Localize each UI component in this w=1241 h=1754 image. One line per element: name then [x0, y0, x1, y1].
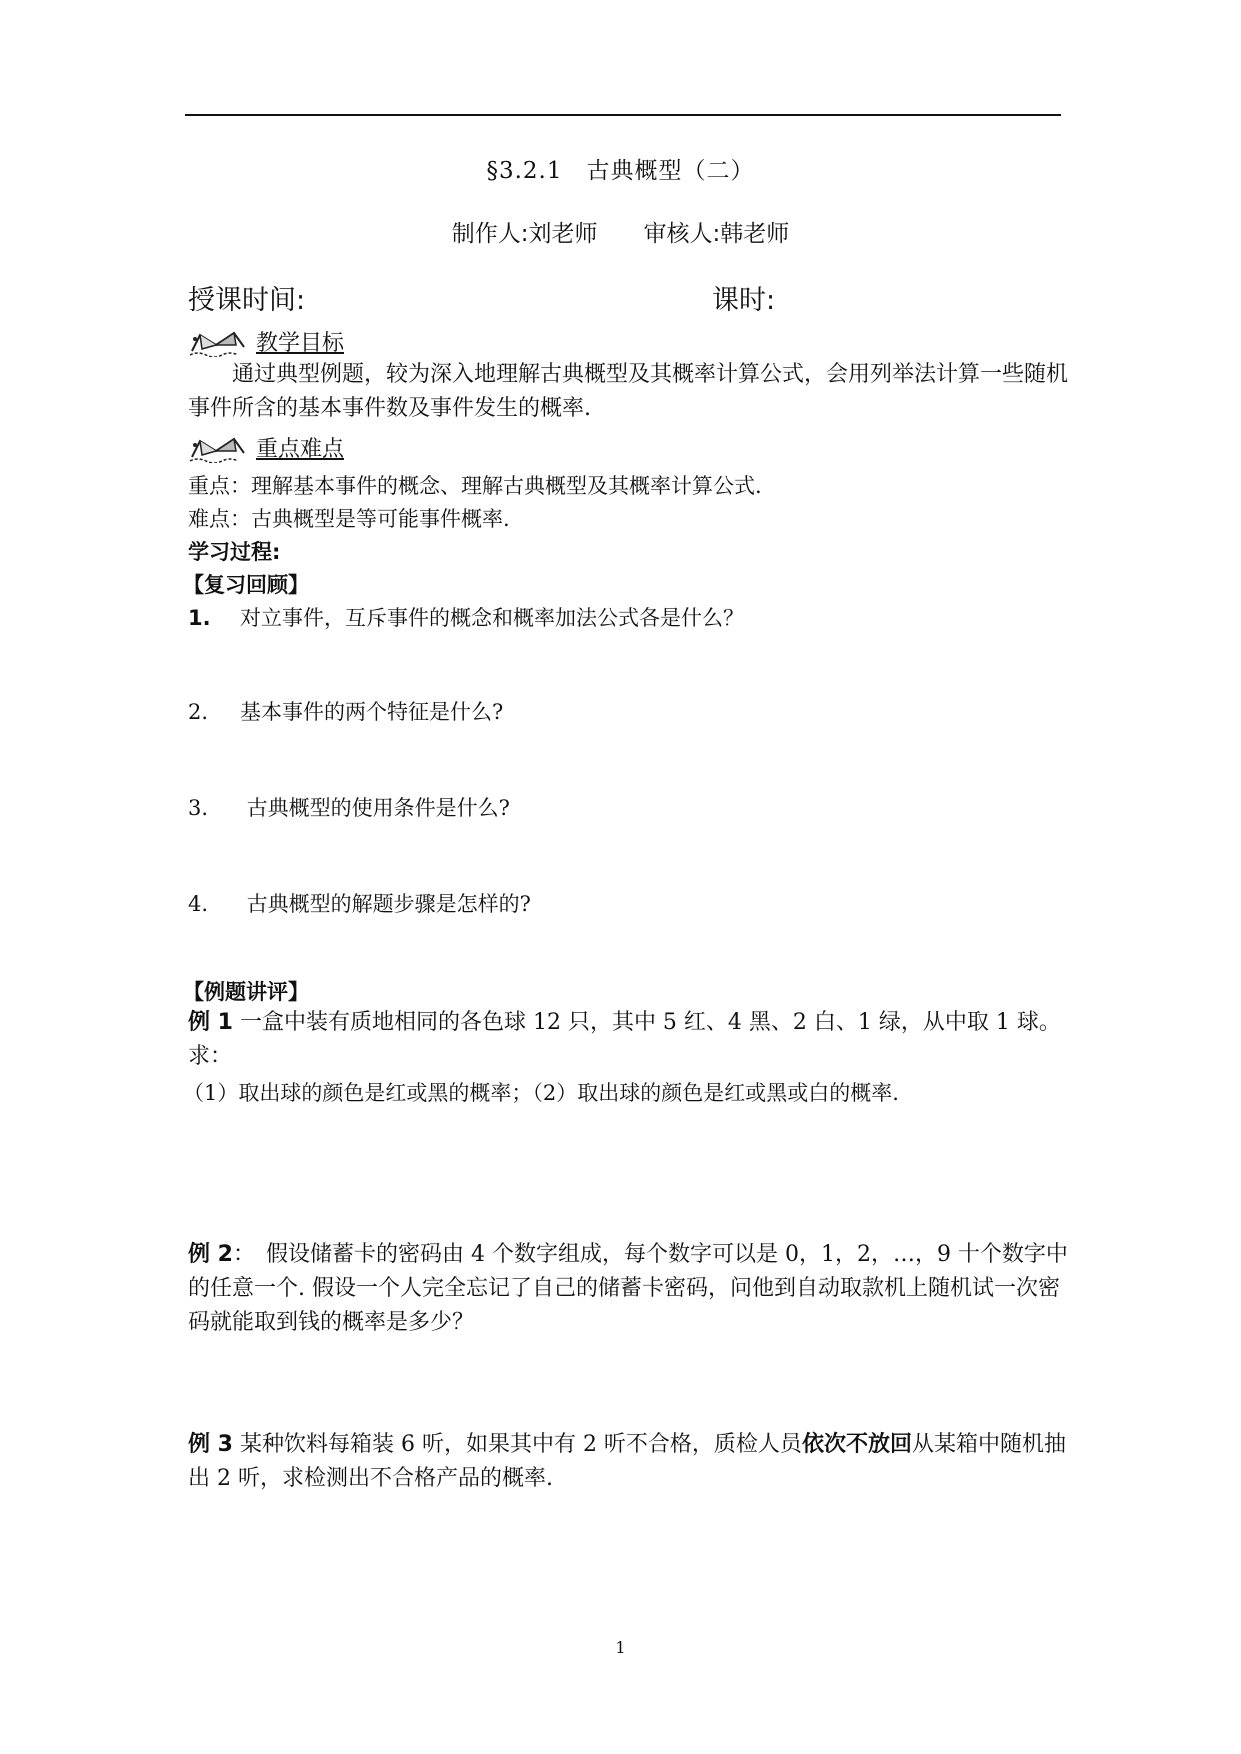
- review-item-text: 基本事件的两个特征是什么?: [240, 700, 504, 724]
- example-3: [188, 1428, 1068, 1496]
- header-rule: [185, 114, 1061, 116]
- review-item-number: 4.: [188, 892, 209, 916]
- examples-heading: 【例题讲评】: [183, 980, 309, 1004]
- example-1: [188, 1006, 1068, 1074]
- open-book-icon: [188, 329, 246, 357]
- review-item-text: 古典概型的解题步骤是怎样的?: [240, 892, 531, 916]
- reviewer: 审核人:韩老师: [643, 221, 790, 247]
- review-item: [188, 792, 510, 822]
- review-item: [188, 888, 531, 918]
- review-heading: 【复习回顾】: [183, 573, 309, 597]
- author: 制作人:刘老师: [451, 221, 598, 247]
- objectives-heading: [188, 326, 344, 357]
- example-2-label: 例 2: [188, 1242, 233, 1267]
- focus-text: 重点：理解基本事件的概念、理解古典概型及其概率计算公式.: [188, 474, 762, 498]
- example-3-emphasis: 依次不放回: [801, 1432, 912, 1457]
- example-1-text: 一盒中装有质地相同的各色球 12 只，其中 5 红、4 黑、2 白、1 绿，从中取 1 球。求：: [188, 1010, 1061, 1069]
- example-2: [188, 1238, 1068, 1340]
- key-points-heading-label: 重点难点: [256, 437, 345, 462]
- example-3-text-b: 从某箱中随机抽出 2 听，求检测出不合格产品的概率.: [188, 1432, 1066, 1491]
- objectives-text: 通过典型例题，较为深入地理解古典概型及其概率计算公式，会用列举法计算一些随机事件所含的基本事件数及事件发生的概率.: [188, 362, 1069, 421]
- review-item: [188, 602, 744, 632]
- review-item-number: 2.: [188, 700, 209, 724]
- lesson-time-label: 授课时间:: [188, 285, 306, 316]
- review-item-number: 1.: [188, 606, 211, 630]
- open-book-icon: [188, 435, 246, 463]
- difficulty-text: 难点：古典概型是等可能事件概率.: [188, 507, 510, 531]
- review-item: [188, 696, 503, 726]
- example-1-label: 例 1: [188, 1010, 233, 1035]
- page-number: 1: [615, 1638, 626, 1657]
- key-points-heading: [188, 432, 344, 463]
- document-title: §3.2.1 古典概型（二）: [486, 158, 755, 184]
- review-item-text: 对立事件，互斥事件的概念和概率加法公式各是什么？: [240, 606, 744, 630]
- class-hours-label: 课时:: [712, 285, 776, 316]
- example-3-text-a: 某种饮料每箱装 6 听，如果其中有 2 听不合格，质检人员: [232, 1432, 802, 1457]
- review-item-number: 3.: [188, 796, 209, 820]
- process-heading: 学习过程:: [188, 540, 281, 564]
- objectives-heading-label: 教学目标: [256, 331, 345, 356]
- example-1-subquestions: （1）取出球的颜色是红或黑的概率；（2）取出球的颜色是红或黑或白的概率.: [183, 1081, 899, 1105]
- example-3-label: 例 3: [188, 1432, 233, 1457]
- review-item-text: 古典概型的使用条件是什么?: [240, 796, 510, 820]
- author-line: [0, 215, 1241, 248]
- example-2-text: ： 假设储蓄卡的密码由 4 个数字组成，每个数字可以是 0，1，2，…，9 十个数字中的任意一个. 假设一个人完全忘记了自己的储蓄卡密码，问他到自动取款机上随机试一次密码就能取到钱的概率是多少？: [188, 1242, 1068, 1335]
